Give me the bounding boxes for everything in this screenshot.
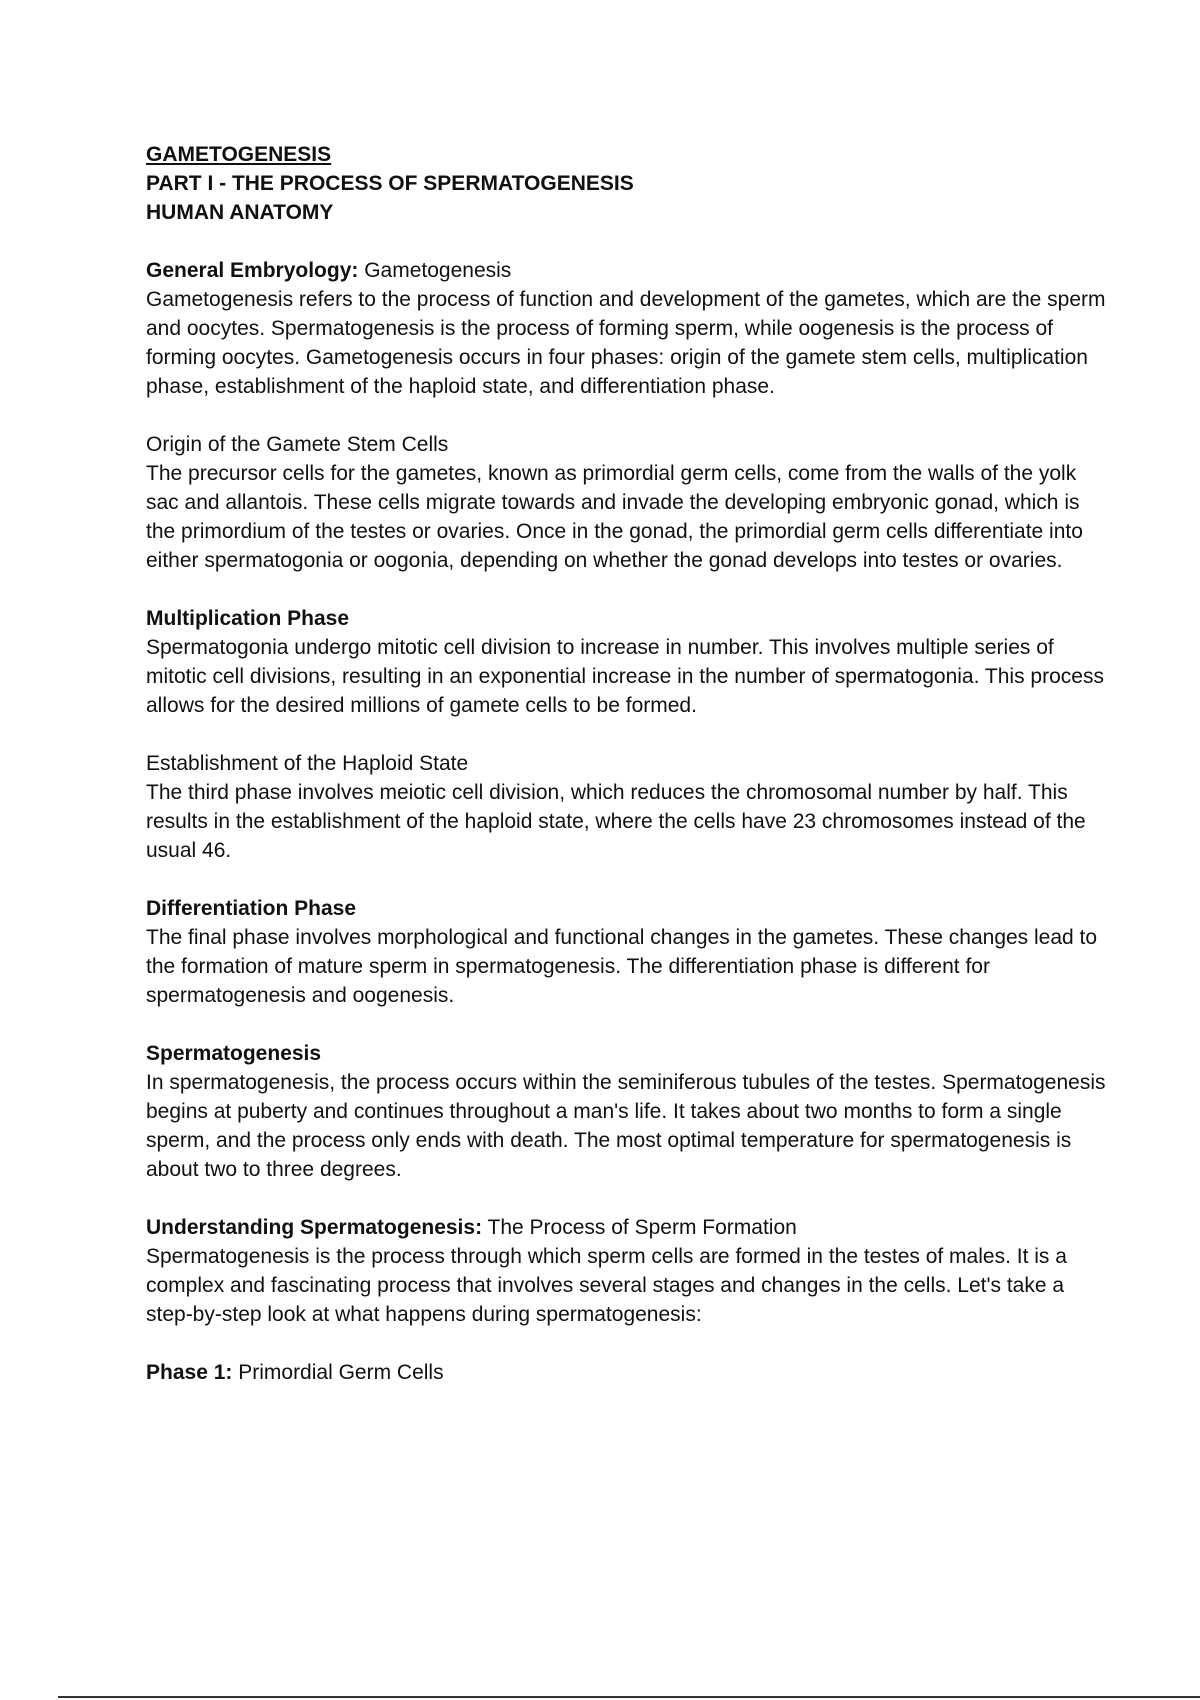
section-title: Differentiation Phase (146, 897, 357, 920)
section-title: Multiplication Phase (146, 607, 350, 630)
section-title: The Process of Sperm Formation (482, 1216, 797, 1239)
section-label: Understanding Spermatogenesis: (146, 1216, 483, 1239)
section-body: In spermatogenesis, the process occurs within the seminiferous tubules of the testes. Spermatogenesis begins at puberty and continues throughout a man's life. It takes about two months to form a single sperm, and the process only ends with death. The most optimal temperature for spermatogenesis is about two to three degrees. (146, 1071, 1106, 1181)
document-subject: HUMAN ANATOMY (146, 201, 334, 224)
section-label: General Embryology: (146, 259, 359, 282)
section-heading (146, 1358, 1106, 1387)
page-bottom-rule (58, 1696, 1200, 1698)
section-body: The third phase involves meiotic cell division, which reduces the chromosomal number by half. This results in the establishment of the haploid state, where the cells have 23 chromosomes instead of the usual 46. (146, 781, 1086, 862)
section-body: Spermatogonia undergo mitotic cell division to increase in number. This involves multiple series of mitotic cell divisions, resulting in an exponential increase in the number of spermatogonia. This process allows for the desired millions of gamete cells to be formed. (146, 636, 1104, 717)
section-heading (146, 256, 1106, 285)
section-differentiation (146, 894, 1106, 1010)
document-header (146, 140, 1106, 227)
section-body: Spermatogenesis is the process through which sperm cells are formed in the testes of males. It is a complex and fascinating process that involves several stages and changes in the cells. Let's take a step-by-step look at what happens during spermatogenesis: (146, 1245, 1067, 1326)
document-title: GAMETOGENESIS (146, 143, 332, 166)
section-multiplication (146, 604, 1106, 720)
section-body: The final phase involves morphological and functional changes in the gametes. These changes lead to the formation of mature sperm in spermatogenesis. The differentiation phase is different for spermatogenesis and oogenesis. (146, 926, 1098, 1007)
document-page (146, 140, 1106, 1387)
section-haploid (146, 749, 1106, 865)
section-understanding (146, 1213, 1106, 1329)
section-general-embryology (146, 256, 1106, 401)
document-part: PART I - THE PROCESS OF SPERMATOGENESIS (146, 172, 634, 195)
section-title: Primordial Germ Cells (232, 1361, 444, 1384)
section-title: Establishment of the Haploid State (146, 752, 469, 775)
section-spermatogenesis (146, 1039, 1106, 1184)
section-origin (146, 430, 1106, 575)
section-body: The precursor cells for the gametes, known as primordial germ cells, come from the walls of the yolk sac and allantois. These cells migrate towards and invade the developing embryonic gonad, which is the primordium of the testes or ovaries. Once in the gonad, the primordial germ cells differentiate into either spermatogonia or oogonia, depending on whether the gonad develops into testes or ovaries. (146, 462, 1083, 572)
section-body: Gametogenesis refers to the process of function and development of the gametes, which are the sperm and oocytes. Spermatogenesis is the process of forming sperm, while oogenesis is the process of forming oocytes. Gametogenesis occurs in four phases: origin of the gamete stem cells, multiplication phase, establishment of the haploid state, and differentiation phase. (146, 288, 1106, 398)
section-title: Gametogenesis (358, 259, 512, 282)
section-title: Origin of the Gamete Stem Cells (146, 433, 449, 456)
section-phase-1 (146, 1358, 1106, 1387)
section-label: Phase 1: (146, 1361, 233, 1384)
section-title: Spermatogenesis (146, 1042, 322, 1065)
section-heading (146, 1213, 1106, 1242)
